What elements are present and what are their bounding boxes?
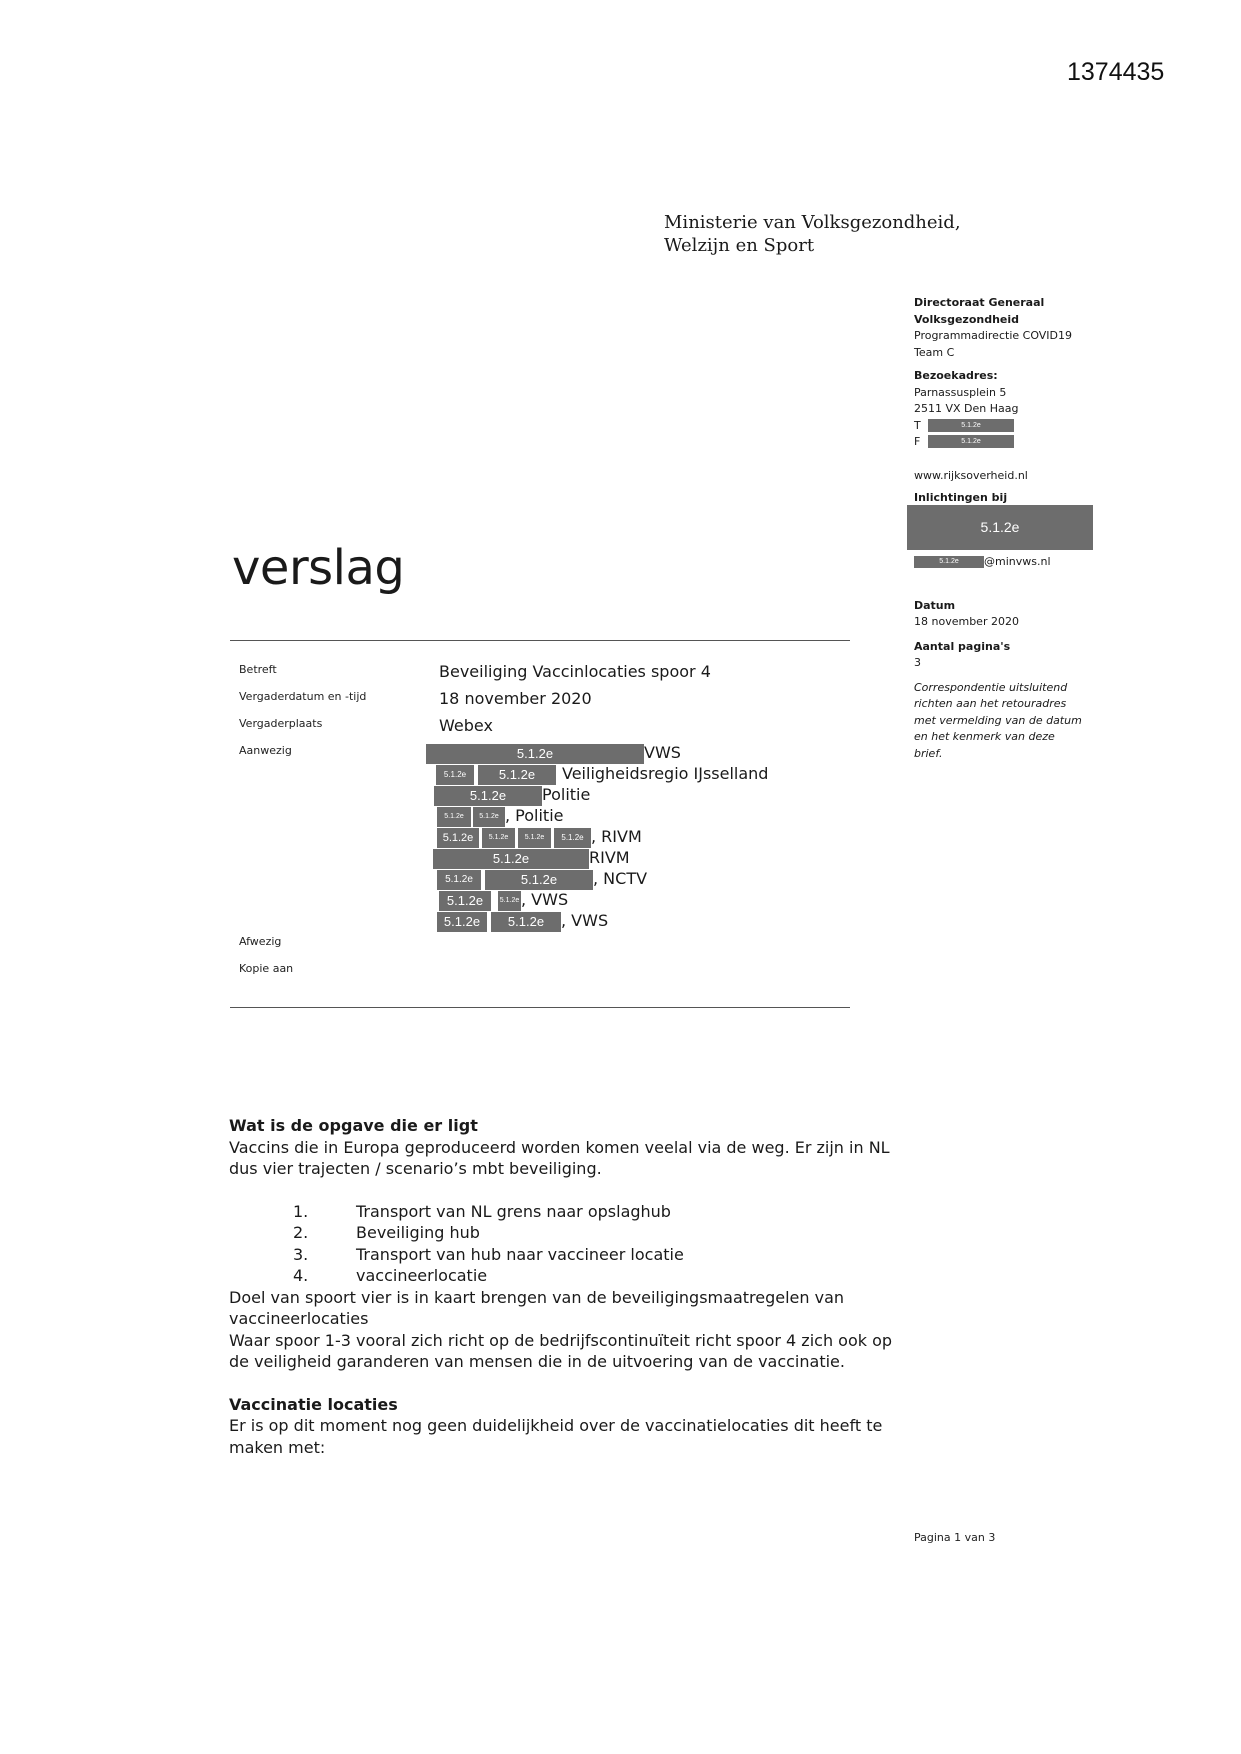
- attendee-org: VWS: [644, 743, 681, 762]
- redacted-name: 5.1.2e: [437, 828, 479, 848]
- attendee-row: [433, 847, 630, 868]
- attendee-org: , VWS: [561, 911, 609, 930]
- afwezig-label: Afwezig: [239, 935, 282, 948]
- redacted-name: 5.1.2e: [434, 786, 542, 806]
- vergaderdatum-value: 18 november 2020: [439, 689, 592, 708]
- ministry-line-2: Welzijn en Sport: [664, 235, 815, 256]
- note-line-2: richten aan het retouradres: [914, 697, 1067, 710]
- phone-row: [914, 418, 1104, 434]
- page-number: Pagina 1 van 3: [914, 1531, 996, 1544]
- redacted-name: 5.1.2e: [478, 765, 556, 785]
- vergaderplaats-value: Webex: [439, 716, 493, 735]
- paragraph-line: Doel van spoort vier is in kaart brengen van de beveiligingsmaatregelen van: [229, 1287, 845, 1307]
- list-item: [229, 1244, 929, 1266]
- ministry-line-1: Ministerie van Volksgezondheid,: [664, 212, 961, 233]
- list-item: [229, 1201, 929, 1223]
- datum-value: 18 november 2020: [914, 615, 1019, 628]
- bezoekadres-label: Bezoekadres:: [914, 369, 998, 382]
- vergaderplaats-label: Vergaderplaats: [239, 717, 323, 730]
- redacted-fax: 5.1.2e: [928, 435, 1014, 448]
- note-line-1: Correspondentie uitsluitend: [914, 680, 1068, 694]
- list-number: 4.: [293, 1266, 309, 1285]
- dept-line-1: Directoraat Generaal: [914, 296, 1045, 309]
- document-title: verslag: [232, 540, 405, 596]
- redacted-name: 5.1.2e: [482, 828, 515, 848]
- attendee-row: [436, 763, 768, 784]
- datum-label: Datum: [914, 598, 956, 612]
- website: www.rijksoverheid.nl: [914, 468, 1028, 482]
- paginas-value: 3: [914, 656, 921, 669]
- body: [229, 1115, 929, 1458]
- paragraph-line: Waar spoor 1-3 vooral zich richt op de bedrijfscontinuïteit richt spoor 4 zich ook op: [229, 1330, 893, 1350]
- paragraph-line: maken met:: [229, 1437, 326, 1457]
- redacted-name: 5.1.2e: [426, 744, 644, 764]
- attendee-row: [437, 868, 647, 889]
- redacted-name: 5.1.2e: [439, 891, 491, 911]
- redacted-name: 5.1.2e: [518, 828, 551, 848]
- list-text: Transport van hub naar vaccineer locatie: [356, 1244, 684, 1264]
- attendee-org: , RIVM: [591, 827, 642, 846]
- redacted-name: 5.1.2e: [433, 849, 589, 869]
- list-item: [229, 1222, 929, 1244]
- note-line-5: brief.: [914, 746, 943, 760]
- bottom-rule: [230, 1007, 850, 1008]
- address-line-1: Parnassusplein 5: [914, 385, 1007, 399]
- redacted-name: 5.1.2e: [437, 807, 471, 827]
- list-item: [229, 1265, 929, 1287]
- list-number: 3.: [293, 1244, 309, 1264]
- attendee-org: , Politie: [505, 806, 564, 825]
- betreft-label: Betreft: [239, 663, 277, 676]
- redacted-phone: 5.1.2e: [928, 419, 1014, 432]
- paragraph-line: Vaccins die in Europa geproduceerd worden komen veelal via de weg. Er zijn in NL: [229, 1137, 890, 1157]
- sidebar: [914, 295, 1104, 762]
- list-text: Beveiliging hub: [356, 1223, 480, 1242]
- note-line-4: en het kenmerk van deze: [914, 730, 1055, 743]
- attendee-org: Politie: [542, 785, 591, 804]
- attendee-org: , NCTV: [593, 869, 648, 888]
- paragraph-line: Er is op dit moment nog geen duidelijkheid over de vaccinatielocaties dit heeft te: [229, 1416, 883, 1435]
- vergaderdatum-label: Vergaderdatum en -tijd: [239, 690, 367, 703]
- aanwezig-label: Aanwezig: [239, 744, 292, 757]
- paginas-label: Aantal pagina's: [914, 639, 1011, 653]
- redacted-name: 5.1.2e: [473, 807, 505, 827]
- dept-line-3: Programmadirectie COVID19: [914, 329, 1073, 342]
- phone-label: T: [914, 418, 921, 432]
- attendee-row: [426, 742, 681, 763]
- list-text: vaccineerlocatie: [356, 1266, 488, 1285]
- attendee-row: [437, 805, 564, 826]
- attendee-org: Veiligheidsregio IJsselland: [562, 764, 769, 783]
- attendee-row: [437, 826, 642, 847]
- redacted-name: 5.1.2e: [437, 870, 481, 890]
- redacted-contact: 5.1.2e: [907, 505, 1093, 550]
- redacted-name: 5.1.2e: [498, 891, 521, 911]
- document-id: 1374435: [1067, 58, 1165, 86]
- attendee-row: [439, 889, 568, 910]
- paragraph-line: dus vier trajecten / scenario’s mbt beveiliging.: [229, 1159, 602, 1178]
- paragraph-line: de veiligheid garanderen van mensen die in de uitvoering van de vaccinatie.: [229, 1352, 845, 1371]
- list-text: Transport van NL grens naar opslaghub: [356, 1201, 671, 1221]
- fax-row: [914, 434, 1104, 450]
- attendee-org: RIVM: [589, 848, 630, 867]
- ministry-name: [664, 211, 961, 257]
- fax-label: F: [914, 434, 921, 448]
- betreft-value: Beveiliging Vaccinlocaties spoor 4: [439, 662, 711, 681]
- dept-line-4: Team C: [914, 345, 955, 359]
- redacted-name: 5.1.2e: [436, 765, 474, 785]
- redacted-name: 5.1.2e: [485, 870, 593, 890]
- top-rule: [230, 640, 850, 641]
- email-suffix: @minvws.nl: [984, 554, 1051, 568]
- paragraph-line: vaccineerlocaties: [229, 1309, 369, 1328]
- redacted-name: 5.1.2e: [437, 912, 487, 932]
- section-heading: Wat is de opgave die er ligt: [229, 1116, 478, 1135]
- attendee-row: [434, 784, 590, 805]
- redacted-name: 5.1.2e: [554, 828, 591, 848]
- inlichtingen-label: Inlichtingen bij: [914, 491, 1008, 504]
- section-heading: Vaccinatie locaties: [229, 1394, 398, 1414]
- note-line-3: met vermelding van de datum: [914, 713, 1082, 727]
- list-number: 1.: [293, 1201, 309, 1221]
- attendee-org: , VWS: [521, 890, 569, 909]
- redacted-name: 5.1.2e: [491, 912, 561, 932]
- attendee-row: [437, 910, 608, 931]
- address-line-2: 2511 VX Den Haag: [914, 402, 1019, 415]
- dept-line-2: Volksgezondheid: [914, 312, 1020, 326]
- list-number: 2.: [293, 1223, 309, 1242]
- redacted-email: 5.1.2e: [914, 556, 984, 568]
- kopie-label: Kopie aan: [239, 962, 294, 975]
